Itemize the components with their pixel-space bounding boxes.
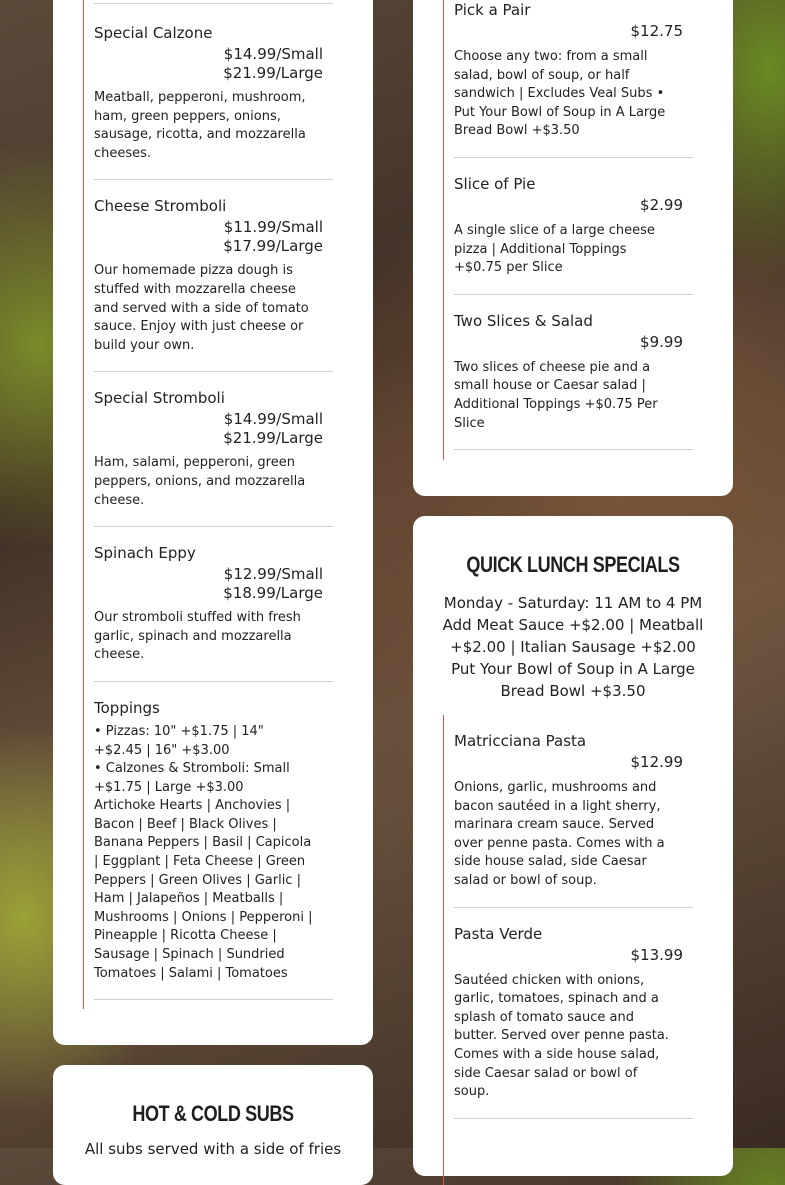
- menu-item[interactable]: [454, 158, 693, 295]
- intro-line: Add Meat Sauce +$2.00 | Meatball: [442, 616, 704, 634]
- menu-item-description: Our homemade pizza dough is stuffed with mozzarella cheese and served with a side of tomato sauce. Enjoy with just cheese or build your own.: [94, 263, 309, 353]
- menu-item-name: Matricciana Pasta: [454, 732, 587, 750]
- menu-item-description: Choose any two: from a small salad, bowl of soup, or half sandwich | Excludes Veal Subs • Put Your Bowl of Soup in A Large Bread Bowl +$3.50: [454, 49, 666, 139]
- menu-item[interactable]: [454, 295, 693, 450]
- menu-item-name: Pasta Verde: [454, 924, 543, 943]
- toppings-line: • Pizzas: 10" +$1.75 | 14" +$2.45 | 16" +$3.00: [94, 723, 264, 758]
- menu-item-description: Our stromboli stuffed with fresh garlic, spinach and mozzarella cheese.: [94, 610, 301, 663]
- toppings-title: Toppings: [94, 698, 160, 717]
- menu-item-price: $14.99/Small: [223, 45, 323, 63]
- menu-item-price: $14.99/Small: [223, 410, 323, 429]
- section-intro: [413, 592, 733, 702]
- intro-line: Put Your Bowl of Soup in A Large: [451, 660, 695, 678]
- menu-item-list: [443, 0, 693, 460]
- menu-item-description: Onions, garlic, mushrooms and bacon sautéed in a light sherry, marinara cream sauce. Served over penne pasta. Comes with a side house salad, side Caesar salad or bowl of soup.: [454, 780, 665, 888]
- menu-item-name: Special Stromboli: [94, 389, 225, 408]
- menu-item-price: $2.99: [640, 195, 683, 214]
- menu-item-price: $21.99/Large: [223, 64, 323, 82]
- menu-item-description: Sautéed chicken with onions, garlic, tomatoes, spinach and a splash of tomato sauce and butter. Served over penne pasta. Comes with a side house salad, side Caesar salad or bowl of soup.: [454, 972, 669, 1100]
- intro-line: +$2.00 | Italian Sausage +$2.00: [450, 638, 696, 656]
- menu-item-description: A single slice of a large cheese pizza | Additional Toppings +$0.75 per Slice: [454, 222, 655, 276]
- menu-item-name: Slice of Pie: [454, 174, 536, 193]
- menu-item-list: [83, 0, 333, 1009]
- section-intro: All subs served with a side of fries: [84, 1140, 342, 1158]
- menu-card-subs: [53, 1065, 373, 1185]
- menu-item-price: $11.99/Small: [223, 218, 323, 237]
- menu-item-description: Ham, salami, pepperoni, green peppers, onions, and mozzarella cheese.: [94, 455, 306, 508]
- menu-item[interactable]: [454, 908, 693, 1119]
- menu-item-price: $17.99/Large: [223, 237, 323, 256]
- menu-card-lunch-specials: [413, 516, 733, 1176]
- menu-item-name: Cheese Stromboli: [94, 197, 227, 216]
- menu-item-description: Two slices of cheese pie and a small house or Caesar salad | Additional Toppings +$0.75 Per Slice: [454, 359, 658, 431]
- menu-item-price: $18.99/Large: [223, 584, 323, 603]
- menu-item[interactable]: [454, 0, 693, 158]
- menu-item-list: [443, 715, 693, 1185]
- intro-line: Monday - Saturday: 11 AM to 4 PM: [443, 594, 703, 612]
- intro-line: Bread Bowl +$3.50: [500, 682, 646, 700]
- menu-item-price: $21.99/Large: [223, 429, 323, 448]
- menu-card-calzones: [53, 0, 373, 1045]
- menu-item[interactable]: [454, 715, 693, 908]
- toppings-list: Artichoke Hearts | Anchovies | Bacon | Beef | Black Olives | Banana Peppers | Basil | Capicola | Eggplant | Feta Cheese | Green Peppers | Green Olives | Garlic | Ham | Jalapeños | Meatballs | Mushrooms | Onions | Pepperoni | Pineapple | Ricotta Cheese | Sausage | Spinach | Sundried Tomatoes | Salami | Tomatoes: [94, 798, 313, 981]
- menu-card-specials: [413, 0, 733, 496]
- menu-item-description: Meatball, pepperoni, mushroom, ham, green peppers, onions, sausage, ricotta, and mozzarella cheeses.: [94, 90, 306, 161]
- menu-item-price: $13.99: [630, 945, 683, 964]
- section-title: QUICK LUNCH SPECIALS: [466, 552, 680, 577]
- section-title: HOT & COLD SUBS: [132, 1101, 294, 1126]
- menu-item-price: $9.99: [640, 332, 683, 351]
- menu-item[interactable]: [94, 4, 333, 180]
- menu-item-name: Spinach Eppy: [94, 544, 196, 563]
- menu-item-price: $12.99: [630, 753, 683, 771]
- toppings-line: • Calzones & Stromboli: Small +$1.75 | Large +$3.00: [94, 761, 290, 795]
- menu-item-name: Pick a Pair: [454, 1, 531, 19]
- menu-item[interactable]: [94, 180, 333, 372]
- menu-item-name: Two Slices & Salad: [454, 311, 593, 330]
- toppings-section: [94, 682, 333, 1000]
- menu-item-price: $12.99/Small: [223, 565, 323, 584]
- menu-item[interactable]: [94, 372, 333, 527]
- menu-item-price: $12.75: [630, 22, 683, 40]
- menu-item[interactable]: [94, 527, 333, 682]
- menu-item-name: Special Calzone: [94, 24, 213, 42]
